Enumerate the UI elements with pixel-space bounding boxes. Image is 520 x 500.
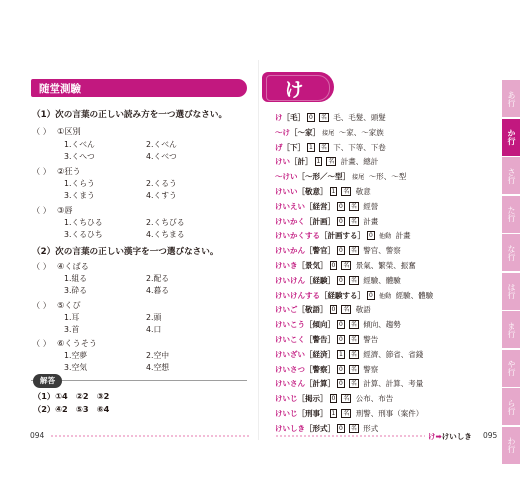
entry-tag: 名 xyxy=(343,306,350,314)
option: 4.空想 xyxy=(146,363,170,372)
question-prompt: ⑤くび xyxy=(57,300,81,310)
entry-meaning: ～形、～型 xyxy=(366,172,407,182)
page-number-right: 095 xyxy=(483,431,498,440)
entry-kanji: ［毛］ xyxy=(282,113,305,122)
entry-reading: けいかん xyxy=(275,246,305,256)
entry-tag: 0 xyxy=(339,336,343,343)
page-number-left: 094 xyxy=(30,431,45,440)
index-tab[interactable]: た行 xyxy=(502,196,520,233)
vocab-entry xyxy=(275,304,371,315)
answers-rule xyxy=(31,380,247,381)
vocab-entry xyxy=(275,127,384,138)
entry-tag: 1 xyxy=(331,410,336,417)
entry-kanji: ［警告］ xyxy=(305,335,335,344)
entry-kanji: ［計］ xyxy=(290,157,313,167)
entry-kanji: ［刑事］ xyxy=(297,409,328,418)
vocab-entry xyxy=(275,245,401,256)
entry-meaning: 計算、計算、考量 xyxy=(360,379,424,389)
entry-kanji: ［掲示］ xyxy=(297,394,328,404)
vocab-entry xyxy=(275,378,423,389)
section1-instruction: （1）次の言葉の正しい読み方を一つ選びなさい。 xyxy=(32,110,228,120)
vocab-entry xyxy=(275,186,371,197)
entry-tag: 接尾 xyxy=(352,174,365,182)
running-head-end: けいしき xyxy=(441,432,472,441)
entry-kanji: ［傾向］ xyxy=(305,320,335,330)
entry-tag: 名 xyxy=(320,143,327,151)
entry-tag: 1 xyxy=(331,188,336,195)
index-tab[interactable]: わ行 xyxy=(502,427,520,464)
entry-kanji: ［警官］ xyxy=(305,246,335,256)
entry-tag: 0 xyxy=(339,202,343,210)
entry-tag: 0 xyxy=(369,291,373,299)
entry-meaning: 公布、布告 xyxy=(353,394,394,404)
entry-tag: 接尾 xyxy=(322,129,335,137)
entry-reading: けいえい xyxy=(275,201,305,211)
vocab-entry xyxy=(275,334,378,345)
question-prompt: ⑥くうそう xyxy=(57,338,98,348)
footer-dots-right xyxy=(275,435,425,437)
entry-tag: 名 xyxy=(320,114,327,121)
entry-kanji: ［下］ xyxy=(282,142,305,152)
option: 1.くちひる xyxy=(64,218,103,227)
option: 1.空夢 xyxy=(64,351,88,360)
entry-kanji: ［景気］ xyxy=(297,261,328,270)
answer-line-1: （1）①4 ②2 ③2 xyxy=(33,391,110,401)
entry-tag: 0 xyxy=(339,276,343,284)
option: 4.口 xyxy=(146,325,162,334)
entry-kanji: ［計画］ xyxy=(305,216,335,226)
entry-reading: けいき xyxy=(275,261,298,270)
entry-meaning: 敬意 xyxy=(353,187,371,196)
option: 3.くへつ xyxy=(64,152,95,161)
option: 2.くるう xyxy=(146,179,177,188)
entry-tag: 名 xyxy=(350,321,357,329)
entry-kanji: ［経験する］ xyxy=(320,290,365,300)
vocab-entry xyxy=(275,319,401,330)
entry-kanji: ［形式］ xyxy=(305,423,335,433)
entry-kanji: ［計算］ xyxy=(305,379,335,389)
index-tab[interactable]: ら行 xyxy=(502,388,520,425)
entry-reading: げ xyxy=(275,142,283,152)
option: 3.空気 xyxy=(64,363,88,372)
entry-kanji: ［敬語］ xyxy=(297,305,328,315)
running-head-start: け xyxy=(428,432,436,441)
option: 4.くすう xyxy=(146,191,177,200)
answer-blank: （ ） xyxy=(32,166,51,176)
entry-tag: 名 xyxy=(350,202,357,210)
option: 4.くちまる xyxy=(146,230,185,239)
entry-tag: 名 xyxy=(328,158,335,166)
entry-meaning: ～家、～家族 xyxy=(336,127,384,137)
vocab-entry xyxy=(275,171,406,182)
entry-tag: 0 xyxy=(369,232,373,240)
option: 2.くべん xyxy=(146,140,177,149)
option: 3.首 xyxy=(64,325,80,334)
index-tab[interactable]: ま行 xyxy=(502,311,520,348)
vocab-entry xyxy=(275,349,423,360)
entry-tag: 0 xyxy=(309,114,313,121)
vocab-entry xyxy=(275,142,386,153)
entry-tag: 名 xyxy=(350,365,357,373)
entry-kanji: ［敬意］ xyxy=(297,187,328,196)
entry-kanji: ［経営］ xyxy=(305,201,335,211)
index-tab[interactable]: さ行 xyxy=(502,157,520,194)
vocab-entry xyxy=(275,201,378,212)
option: 2.配る xyxy=(146,274,170,283)
entry-meaning: 經濟、節省、省錢 xyxy=(360,349,424,359)
entry-tag: 0 xyxy=(339,365,343,373)
option: 1.くらう xyxy=(64,179,95,188)
answer-blank: （ ） xyxy=(32,338,51,348)
entry-kanji: ［計画する］ xyxy=(320,231,365,241)
question-4 xyxy=(32,261,89,272)
footer-dots-left xyxy=(50,435,250,437)
entry-tag: 他動 xyxy=(378,292,392,300)
arrow-right-icon: ➡ xyxy=(435,432,442,441)
entry-tag: 0 xyxy=(331,306,336,314)
option: 3.くまう xyxy=(64,191,95,200)
entry-tag: 名 xyxy=(343,262,350,269)
answers-badge: 解答 xyxy=(33,374,62,388)
option: 2.空中 xyxy=(146,351,170,360)
question-5 xyxy=(32,300,81,311)
vocab-entry xyxy=(275,423,378,434)
option: 1.組る xyxy=(64,274,88,283)
option: 2.頭 xyxy=(146,313,162,322)
entry-meaning: 警察 xyxy=(360,364,379,374)
index-tab[interactable]: や行 xyxy=(502,350,520,387)
vocab-entry xyxy=(275,260,416,271)
page-gutter xyxy=(258,60,259,440)
entry-meaning: 計畫、總計 xyxy=(338,157,379,167)
question-6 xyxy=(32,338,97,349)
entry-reading: けい xyxy=(275,157,290,167)
entry-kanji: ［経済］ xyxy=(305,349,335,359)
question-2 xyxy=(32,166,81,177)
vocab-entry xyxy=(275,216,378,227)
entry-reading: けいかく xyxy=(275,216,305,226)
entry-meaning: 毛、毛髮、頭髮 xyxy=(330,113,386,122)
vocab-entry xyxy=(275,408,423,419)
entry-tag: 他動 xyxy=(378,233,392,241)
entry-meaning: 計畫 xyxy=(360,216,379,226)
question-prompt: ①区別 xyxy=(57,126,81,136)
entry-tag: 名 xyxy=(350,336,357,343)
section2-instruction: （2）次の言葉の正しい漢字を一つ選びなさい。 xyxy=(32,247,219,257)
vocab-entry xyxy=(275,156,378,167)
question-prompt: ②狂う xyxy=(57,166,81,176)
entry-meaning: 刑警、刑事（案件） xyxy=(353,409,424,418)
entry-tag: 1 xyxy=(316,158,321,166)
section-kana-header xyxy=(262,72,334,102)
entry-meaning: 形式 xyxy=(360,423,379,433)
entry-reading: けいけんする xyxy=(275,290,320,300)
question-prompt: ④くばる xyxy=(57,261,89,271)
entry-tag: 0 xyxy=(331,395,336,403)
entry-tag: 名 xyxy=(350,380,357,388)
quiz-title: 随堂測驗 xyxy=(39,83,81,95)
entry-meaning: 警告 xyxy=(360,335,379,344)
entry-tag: 1 xyxy=(339,350,343,358)
answers-header xyxy=(31,374,247,388)
entry-reading: けいじ xyxy=(275,394,298,404)
option: 2.くちびる xyxy=(146,218,185,227)
option: 4.くべつ xyxy=(146,152,177,161)
option: 1.耳 xyxy=(64,313,80,322)
entry-kanji: ［経験］ xyxy=(305,275,335,285)
entry-reading: けいこく xyxy=(275,335,305,344)
entry-reading: けいご xyxy=(275,305,298,315)
question-1 xyxy=(32,126,81,137)
option: 4.暮る xyxy=(146,286,170,295)
option: 1.くべん xyxy=(64,140,95,149)
entry-tag: 0 xyxy=(339,247,343,255)
entry-meaning: 計畫 xyxy=(393,231,411,241)
entry-tag: 名 xyxy=(343,410,350,417)
option: 3.砕る xyxy=(64,286,88,295)
entry-reading: けいざい xyxy=(275,349,305,359)
vocab-entry xyxy=(275,393,393,404)
index-tab[interactable]: な行 xyxy=(502,234,520,271)
entry-tag: 0 xyxy=(339,321,343,329)
entry-meaning: 警官、警察 xyxy=(360,246,401,256)
entry-reading: けいけん xyxy=(275,275,305,285)
question-3 xyxy=(32,205,73,216)
entry-reading: けいかくする xyxy=(275,231,320,241)
entry-tag: 0 xyxy=(339,380,343,388)
question-prompt: ③唇 xyxy=(57,205,73,215)
quiz-title-bar xyxy=(31,79,247,97)
index-tab[interactable]: は行 xyxy=(502,273,520,310)
vocab-entry xyxy=(275,275,401,286)
answer-blank: （ ） xyxy=(32,261,51,271)
answer-blank: （ ） xyxy=(32,126,51,136)
entry-meaning: 經驗、體驗 xyxy=(360,275,401,285)
entry-tag: 名 xyxy=(343,188,350,195)
vocab-entry xyxy=(275,230,411,241)
entry-meaning: 景氣、繁榮、振奮 xyxy=(353,261,416,270)
entry-reading: けいさつ xyxy=(275,364,305,374)
entry-tag: 名 xyxy=(350,424,357,432)
entry-tag: 名 xyxy=(343,395,350,403)
entry-tag: 名 xyxy=(350,247,357,255)
vocab-entry xyxy=(275,290,433,301)
entry-tag: 名 xyxy=(350,276,357,284)
entry-reading: けいしき xyxy=(275,423,305,433)
entry-reading: けいい xyxy=(275,187,298,196)
index-tab[interactable]: か行 xyxy=(502,119,520,156)
entry-tag: 0 xyxy=(339,217,343,225)
section-kana: け xyxy=(284,79,304,101)
answer-blank: （ ） xyxy=(32,205,51,215)
entry-tag: 名 xyxy=(350,217,357,225)
entry-meaning: 經驗、體驗 xyxy=(393,290,434,300)
running-head xyxy=(428,431,472,442)
entry-reading: け xyxy=(275,113,283,122)
entry-kanji: ［警察］ xyxy=(305,364,335,374)
index-tab[interactable]: あ行 xyxy=(502,80,520,117)
vocab-entry xyxy=(275,112,386,123)
entry-reading: ～けい xyxy=(275,172,298,182)
entry-reading: けいさん xyxy=(275,379,305,389)
option: 3.くるひち xyxy=(64,230,103,239)
answer-line-2: （2）④2 ⑤3 ⑥4 xyxy=(33,404,110,414)
entry-kanji: ［～形／～型］ xyxy=(297,172,350,182)
entry-reading: けいじ xyxy=(275,409,298,418)
entry-tag: 0 xyxy=(339,424,343,432)
entry-reading: ～け xyxy=(275,127,290,137)
answer-blank: （ ） xyxy=(32,300,51,310)
entry-meaning: 敬語 xyxy=(353,305,371,315)
entry-tag: 0 xyxy=(331,262,336,269)
entry-tag: 名 xyxy=(350,350,357,358)
entry-kanji: ［～家］ xyxy=(290,127,320,137)
vocab-entry xyxy=(275,364,378,375)
entry-meaning: 傾向、趨勢 xyxy=(360,320,401,330)
entry-meaning: 經營 xyxy=(360,201,379,211)
entry-tag: 1 xyxy=(309,143,313,151)
entry-meaning: 下、下等、下卷 xyxy=(330,142,386,152)
entry-reading: けいこう xyxy=(275,320,305,330)
